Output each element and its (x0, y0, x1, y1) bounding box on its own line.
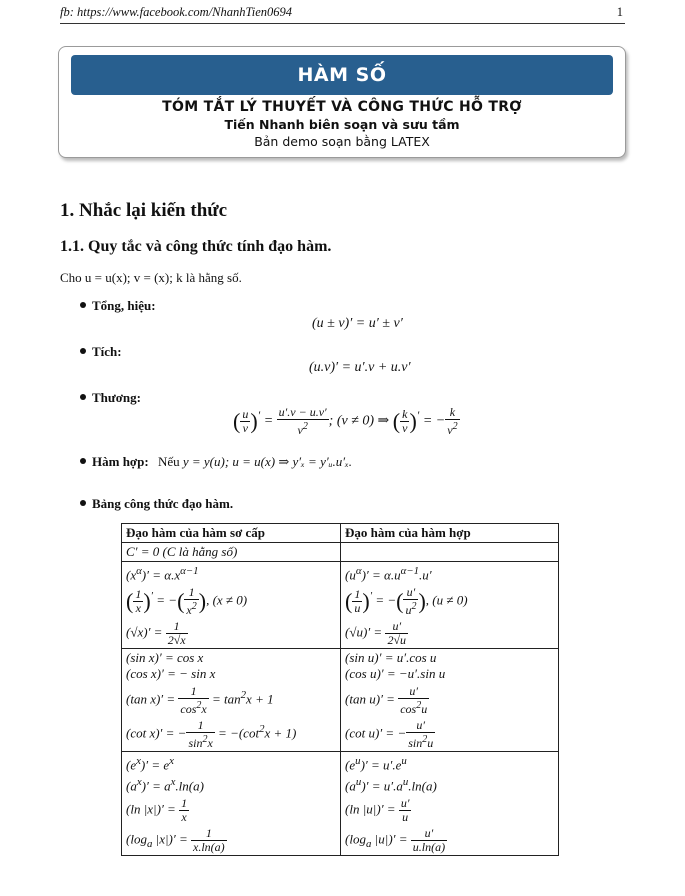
bullet-dot (80, 500, 86, 506)
formula-composite: y = y(u); u = u(x) ⇒ y′ₓ = y′ᵤ.u′ₓ. (182, 454, 353, 469)
table-cell (341, 543, 559, 562)
table-header-row (122, 524, 559, 543)
document-title: HÀM SỐ (71, 55, 613, 95)
author-line: Tiến Nhanh biên soạn và sưu tầm (224, 117, 460, 132)
formula-quotient: ( $\frac{u}{v}$ )′ = $\frac{u'.v - u.v'}{v^2}$ ; (v ≠ 0) ⇒ ( $\frac{k}{v}$ )′ = − $\frac{k}{v^2}$ (233, 405, 458, 437)
section-heading: 1. Nhắc lại kiến thức (60, 200, 228, 221)
bullet-sum (80, 298, 156, 314)
bullet-dot (80, 302, 86, 308)
table-row (122, 752, 559, 856)
bullet-dot (80, 458, 86, 464)
bullet-table (80, 496, 233, 512)
table-cell: C′ = 0 (C là hằng số) (122, 543, 341, 562)
table-cell: $(e^x)' = e^x$ $(a^x)' = a^x.\ln(a)$ (ln |x|)′ = $\frac{1}{x}$ ($\log_a$ |x|)′ = $\frac{1}{x.\ln(a)}$ (122, 752, 341, 856)
derivative-table (121, 523, 559, 856)
table-cell: $(e^u)' = u'.e^u$ $(a^u)' = u'.a^u.\ln(a)$ (ln |u|)′ = $\frac{u'}{u}$ ($\log_a$ |u|)′ = $\frac{u'}{u.\ln(a)}$ (341, 752, 559, 856)
formula-product: (u.v)′ = u′.v + u.v′ (309, 360, 411, 375)
table-row (122, 562, 559, 649)
bullet-quotient (80, 390, 141, 406)
table-cell: $(x^\alpha)' = \alpha.x^{\alpha-1}$ ( $\frac{1}{x}$ )′ = −( $\frac{1}{x^2}$ ), (x ≠ 0) (√x)′ = $\frac{1}{2√x}$ (122, 562, 341, 649)
bullet-label: Tổng, hiệu: (92, 298, 156, 313)
bullet-label: Hàm hợp: (92, 454, 149, 469)
table-row (122, 543, 559, 562)
title-box (58, 46, 626, 158)
formula-sum: (u ± v)′ = u′ ± v′ (312, 316, 403, 331)
table-row (122, 649, 559, 752)
header-link[interactable]: fb: https://www.facebook.com/NhanhTien0694 (60, 5, 293, 19)
table-cell: $(u^\alpha)' = \alpha.u^{\alpha-1}.u'$ ( $\frac{1}{u}$ )′ = −( $\frac{u'}{u^2}$ ), (u ≠ 0) (√u)′ = $\frac{u'}{2√u}$ (341, 562, 559, 649)
bullet-dot (80, 394, 86, 400)
intro-text: Cho u = u(x); v = (x); k là hằng số. (60, 270, 242, 285)
table-header-composite: Đạo hàm của hàm hợp (341, 524, 559, 543)
table-cell: (sin u)′ = u′.cos u (cos u)′ = −u′.sin u (tan u)′ = $\frac{u'}{\cos^2u}$ (cot u)′ = − $\frac{u'}{\sin^2u}$ (341, 649, 559, 752)
bullet-composite (80, 454, 352, 470)
page-header (60, 5, 625, 24)
page-number: 1 (616, 5, 623, 19)
bullet-label: Thương: (92, 390, 141, 405)
table-header-elementary: Đạo hàm của hàm sơ cấp (122, 524, 341, 543)
bullet-dot (80, 348, 86, 354)
bullet-label: Tích: (92, 344, 122, 359)
table-cell: (sin x)′ = cos x (cos x)′ = − sin x (tan x)′ = $\frac{1}{\cos^2x}$ = $\tan^2x + 1$ (cot x)′ = − $\frac{1}{\sin^2x}$ = $-(\cot^2x + 1)$ (122, 649, 341, 752)
bullet-product (80, 344, 122, 360)
subsection-heading: 1.1. Quy tắc và công thức tính đạo hàm. (60, 238, 332, 255)
composite-prefix: Nếu (157, 454, 180, 469)
subtitle: TÓM TẮT LÝ THUYẾT VÀ CÔNG THỨC HỖ TRỢ (162, 99, 522, 115)
demo-line: Bản demo soạn bằng LATEX (254, 134, 430, 149)
bullet-label: Bảng công thức đạo hàm. (92, 496, 234, 511)
